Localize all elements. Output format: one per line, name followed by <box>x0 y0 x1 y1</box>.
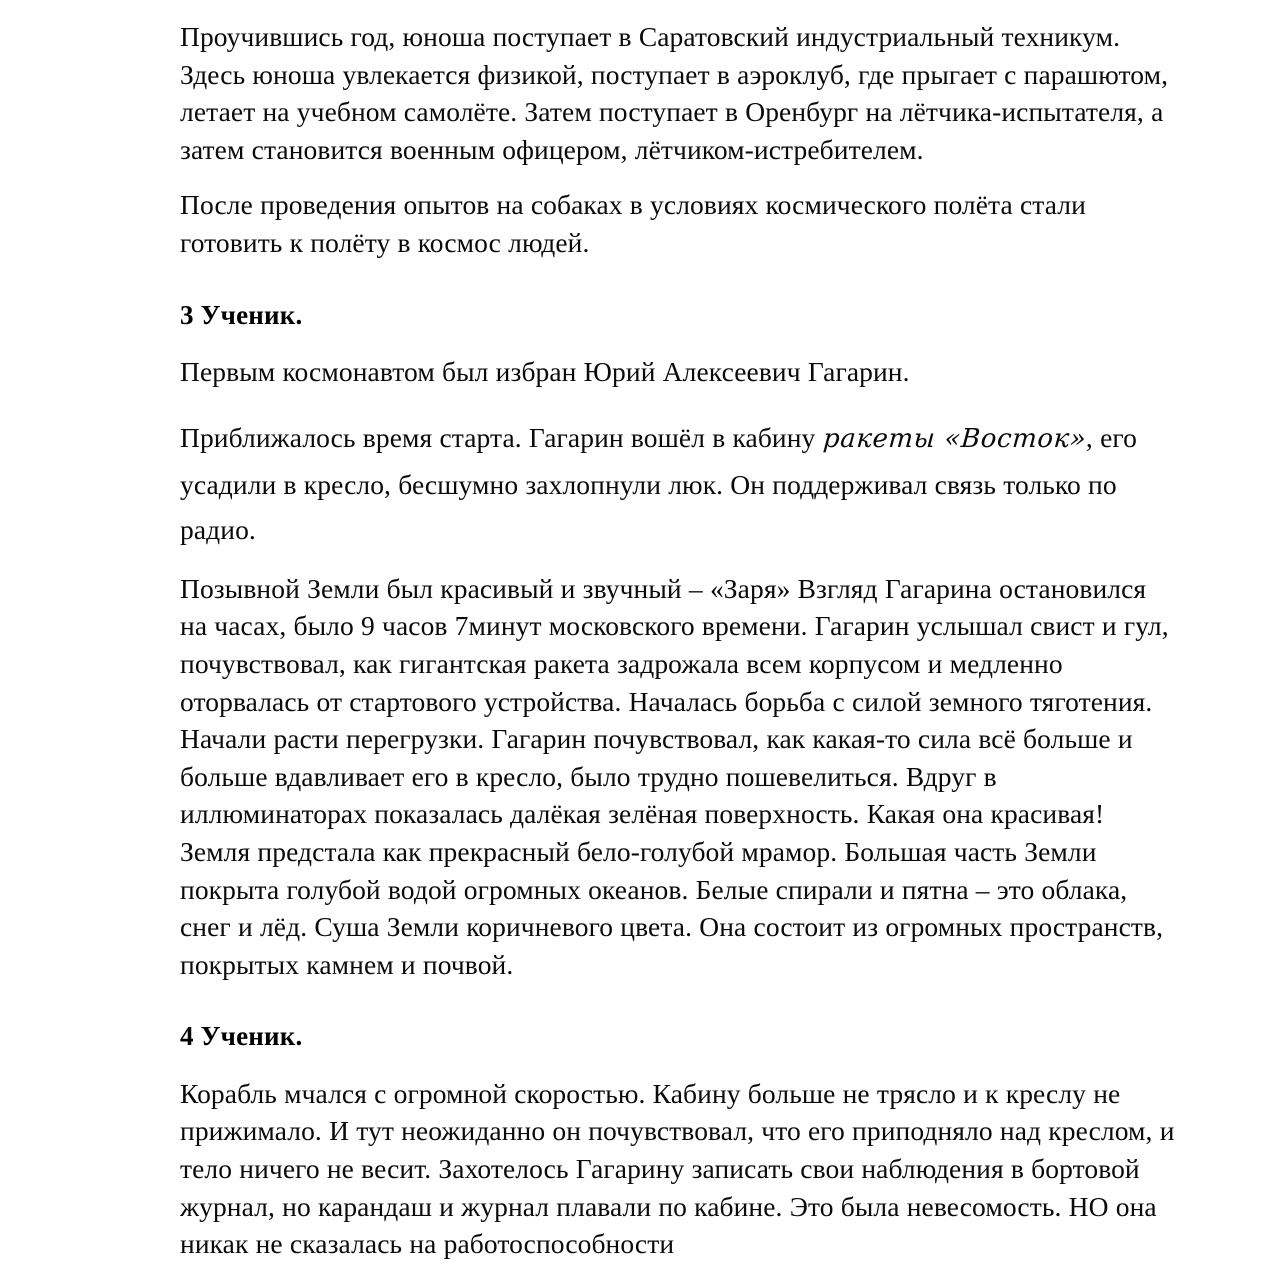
paragraph-weightlessness: Корабль мчался с огромной скоростью. Кабину больше не трясло и к креслу не прижимало. И тут неожиданно он почувствовал, что его приподняло над креслом, и тело ничего не весит. Захотелось Гагарину записать свои наблюдения в бортовой журнал, но карандаш и журнал плавали по кабине. Это была невесомость. НО она никак не сказалась на работоспособности <box>180 1077 1175 1260</box>
heading-student-4: 4 Ученик. <box>180 1021 303 1052</box>
paragraph-spacer <box>180 346 1178 353</box>
vostok-text-before: Приближалось время старта. Гагарин вошёл в кабину <box>180 421 823 453</box>
paragraph-spacer <box>180 273 1178 286</box>
paragraph-spacer <box>180 179 1178 186</box>
paragraph-dog-experiments: После проведения опытов на собаках в условиях космического полёта стали готовить к полёту в космос людей. <box>180 189 1086 258</box>
paragraph-first-cosmonaut: Первым космонавтом был избран Юрий Алексеевич Гагарин. <box>180 356 910 388</box>
heading-student-3: 3 Ученик. <box>180 299 303 330</box>
paragraph-spacer <box>180 1068 1178 1075</box>
paragraph-gagarin-education: Проучившись год, юноша поступает в Саратовский индустриальный техникум. Здесь юноша увлекается физикой, поступает в аэроклуб, где прыгает с парашютом, летает на учебном самолёте. Затем поступает в Оренбург на лётчика-испытателя, а затем становится военным офицером, лётчиком-истребителем. <box>180 21 1169 165</box>
paragraph-spacer <box>180 563 1178 570</box>
vostok-rocket-script-text: ракеты «Восток» <box>821 423 1088 454</box>
vostok-text-after: , его усадили в кресло, бесшумно захлопнули люк. Он поддерживал связь только по радио. <box>180 421 1137 545</box>
paragraph-spacer <box>180 402 1178 415</box>
document-text-column <box>180 18 1178 1274</box>
paragraph-launch-description: Позывной Земли был красивый и звучный – «Заря» Взгляд Гагарина остановился на часах, было 9 часов 7минут московского времени. Гагарин услышал свист и гул, почувствовал, как гигантская ракета задрожала всем корпусом и медленно оторвалась от стартового устройства. Началась борьба с силой земного тяготения. Начали расти перегрузки. Гагарин почувствовал, как какая-то сила всё больше и больше вдавливает его в кресло, было трудно пошевелиться. Вдруг в иллюминаторах показалась далёкая зелёная поверхность. Какая она красивая! Земля предстала как прекрасный бело-голубой мрамор. Большая часть Земли покрыта голубой водой огромных океанов. Белые спирали и пятна – это облака, снег и лёд. Суша Земли коричневого цвета. Она состоит из огромных пространств, покрытых камнем и почвой. <box>180 572 1169 980</box>
paragraph-spacer <box>180 994 1178 1007</box>
paragraph-vostok-cabin <box>180 415 1178 552</box>
